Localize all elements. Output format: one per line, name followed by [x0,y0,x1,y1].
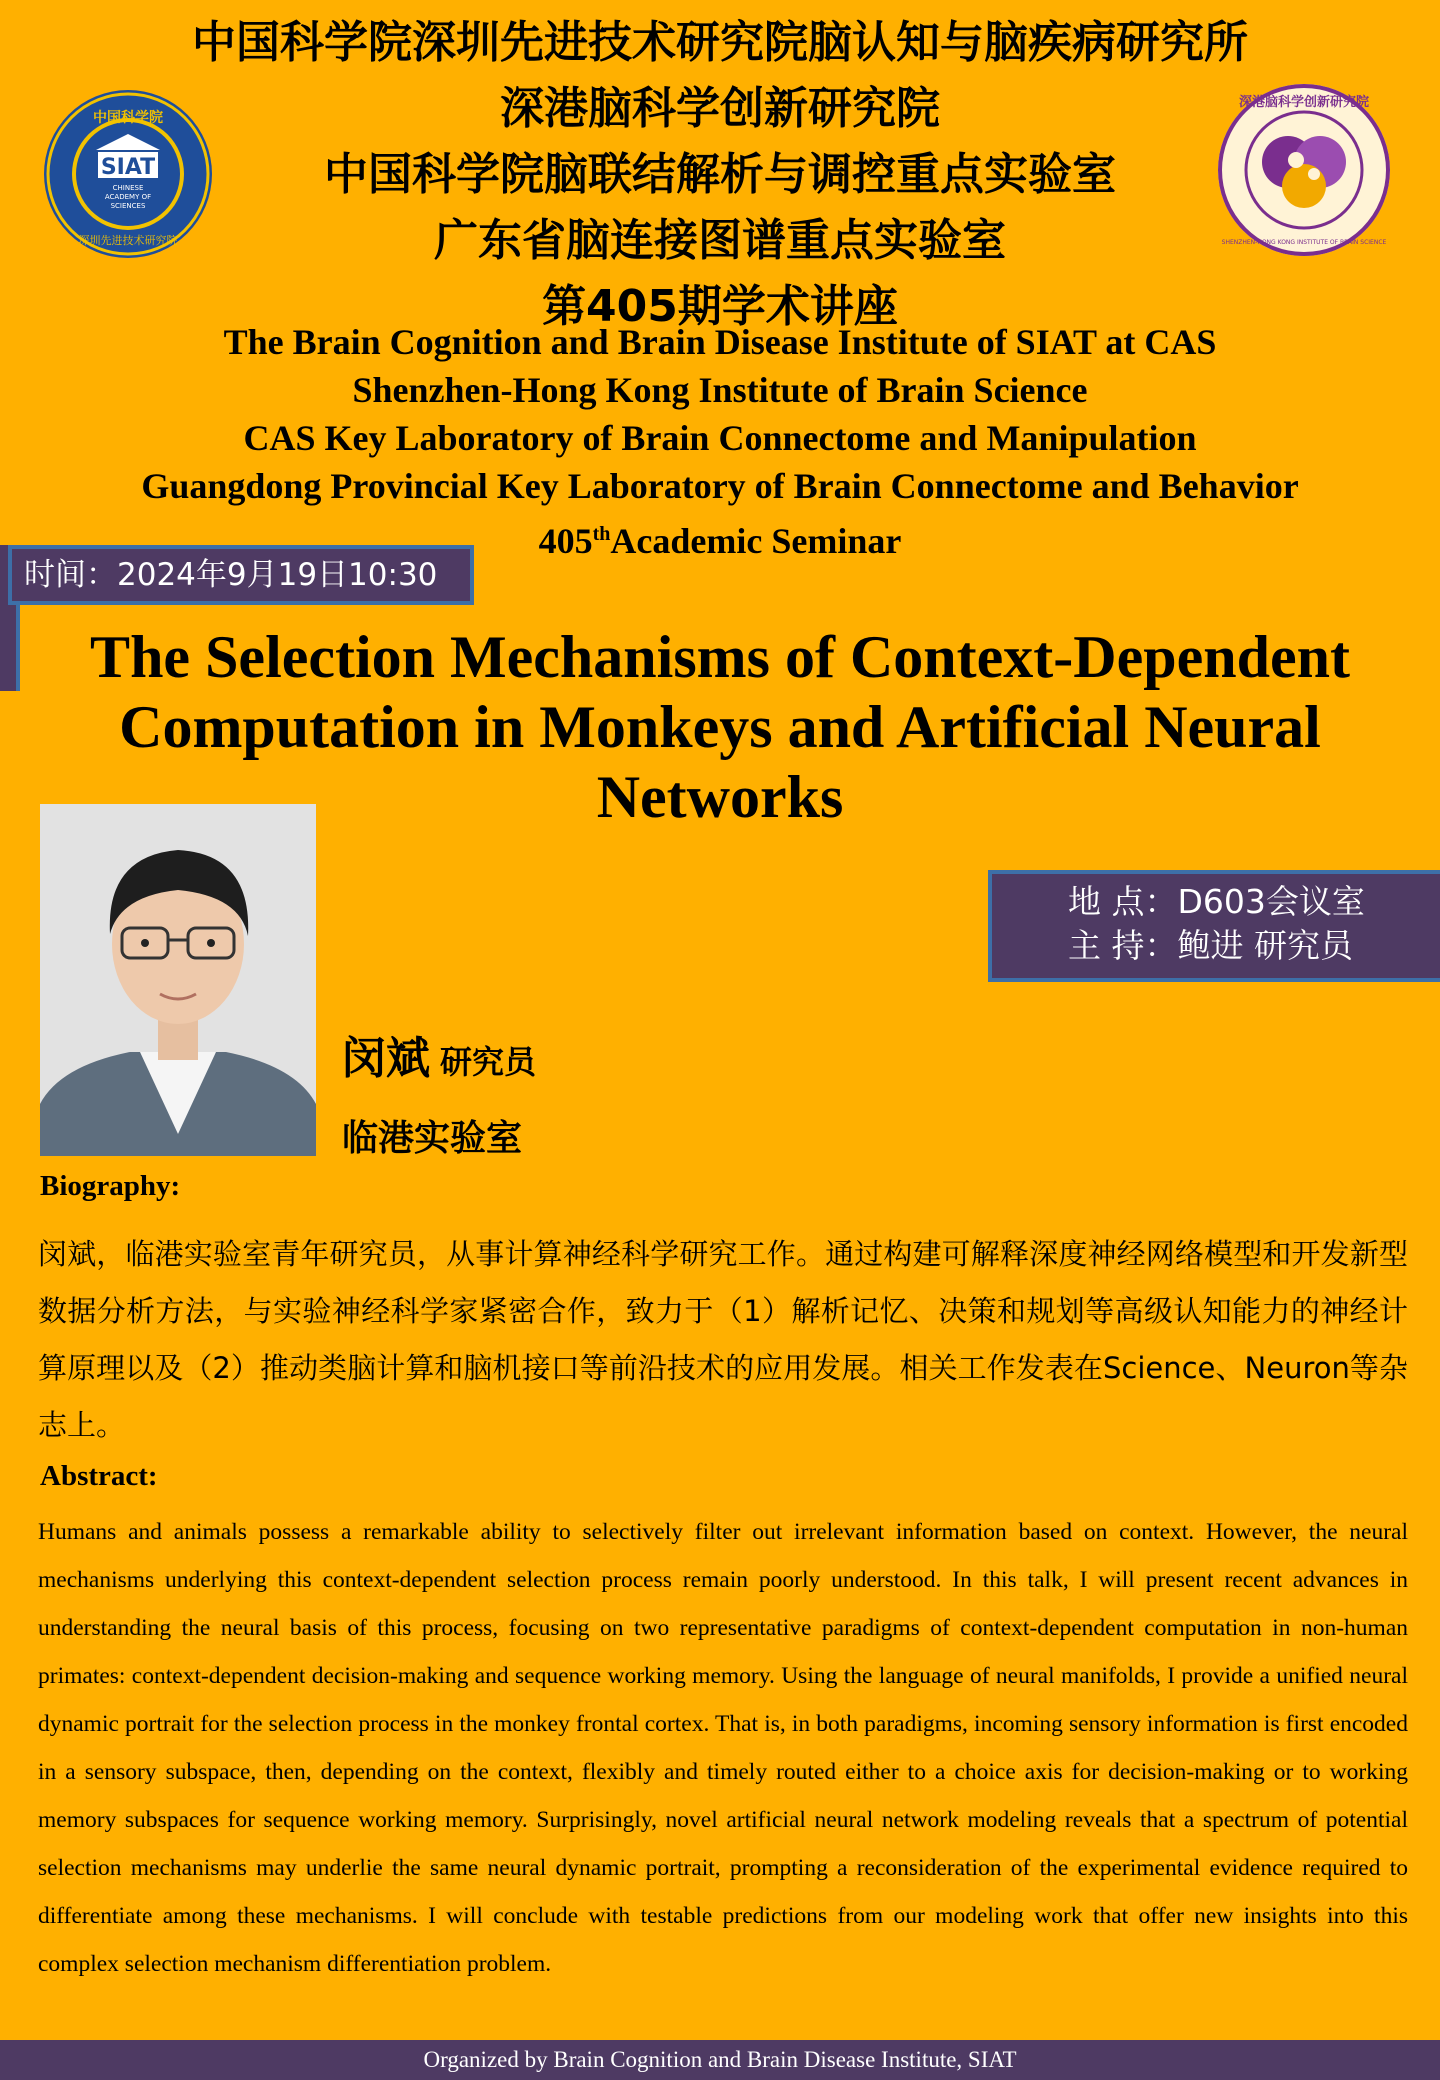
siat-logo-bottom-text: 深圳先进技术研究院 [78,234,178,247]
talk-title-line-1: The Selection Mechanisms of Context-Dependent [90,624,1350,690]
siat-logo-sub-1: CHINESE [112,184,144,192]
header-en-line-1: The Brain Cognition and Brain Disease Institute of SIAT at CAS [223,322,1217,362]
header-cn-line-1: 中国科学院深圳先进技术研究院脑认知与脑疾病研究所 [192,17,1248,68]
header-cn-line-4: 广东省脑连接图谱重点实验室 [434,215,1006,266]
speaker-photo [40,804,316,1156]
header-en-line-2: Shenzhen-Hong Kong Institute of Brain Science [352,370,1088,410]
header-cn-line-2: 深港脑科学创新研究院 [500,83,940,134]
biography-heading: Biography: [40,1170,181,1202]
host-text: 主 持：鲍进 研究员 [1068,926,1353,965]
shibs-logo-ring-en: SHENZHEN-HONG KONG INSTITUTE OF BRAIN SCIENCE [1221,239,1387,246]
talk-title-line-2: Computation in Monkeys and Artificial Neural [119,694,1321,760]
time-box: 时间：2024年9月19日10:30 [8,545,474,605]
header-en-line-3: CAS Key Laboratory of Brain Connectome and Manipulation [243,418,1197,458]
location-text: 地 点：D603会议室 [1068,882,1365,921]
seminar-label: Academic Seminar [610,521,902,561]
place-host-box [988,870,1440,982]
header-en-line-4: Guangdong Provincial Key Laboratory of Brain Connectome and Behavior [141,466,1299,506]
talk-title [0,622,1440,832]
header-cn-line-5: 第405期学术讲座 [542,281,898,332]
abstract-heading: Abstract: [40,1460,158,1492]
siat-logo-top-text: 中国科学院 [93,110,163,126]
shibs-logo-ring-text: 深港脑科学创新研究院 [1238,95,1370,110]
speaker-rank: 研究员 [440,1043,537,1081]
footer: Organized by Brain Cognition and Brain Disease Institute, SIAT [0,2040,1440,2080]
siat-logo-sub-2: ACADEMY OF [104,193,152,201]
speaker-lab: 临港实验室 [342,1118,523,1159]
siat-logo-sub-3: SCIENCES [110,202,146,210]
speaker-portrait-illustration [40,804,316,1156]
speaker-name [342,1022,536,1086]
speaker-name-text: 闵斌 [342,1033,430,1084]
header-english [0,318,1440,565]
talk-title-line-3: Networks [596,764,844,830]
seminar-suffix: th [592,523,611,545]
biography-text: 闵斌，临港实验室青年研究员，从事计算神经科学研究工作。通过构建可解释深度神经网络模型和开发新型数据分析方法，与实验神经科学家紧密合作，致力于（1）解析记忆、决策和规划等高级认知能力的神经计算原理以及（2）推动类脑计算和脑机接口等前沿技术的应用发展。相关工作发表在Science、Neuron等杂志上。 [38,1237,1408,1442]
seminar-number: 405 [538,521,593,561]
siat-logo-brand: SIAT [100,155,156,180]
siat-logo [42,88,214,260]
header-cn-line-3: 中国科学院脑联结解析与调控重点实验室 [324,149,1116,200]
shibs-logo [1216,82,1392,258]
abstract-text: Humans and animals possess a remarkable ability to selectively filter out irrelevant information based on context. However, the neural mechanisms underlying this context-dependent selection process remain poorly understood. In this talk, I will present recent advances in understanding the neural basis of this process, focusing on two representative paradigms of context-dependent computation in non-human primates: context-dependent decision-making and sequence working memory. Using the language of neural manifolds, I provide a unified neural dynamic portrait for the selection process in the monkey frontal cortex. That is, in both paradigms, incoming sensory information is first encoded in a sensory subspace, then, depending on the context, flexibly and timely routed either to a choice axis for decision-making or to working memory subspaces for sequence working memory. Surprisingly, novel artificial neural network modeling reveals that a spectrum of potential selection mechanisms may underlie the same neural dynamic portrait, prompting a reconsideration of the experimental evidence required to differentiate among these mechanisms. I will conclude with testable predictions from our modeling work that offer new insights into this complex selection mechanism differentiation problem. [38,1519,1408,1977]
